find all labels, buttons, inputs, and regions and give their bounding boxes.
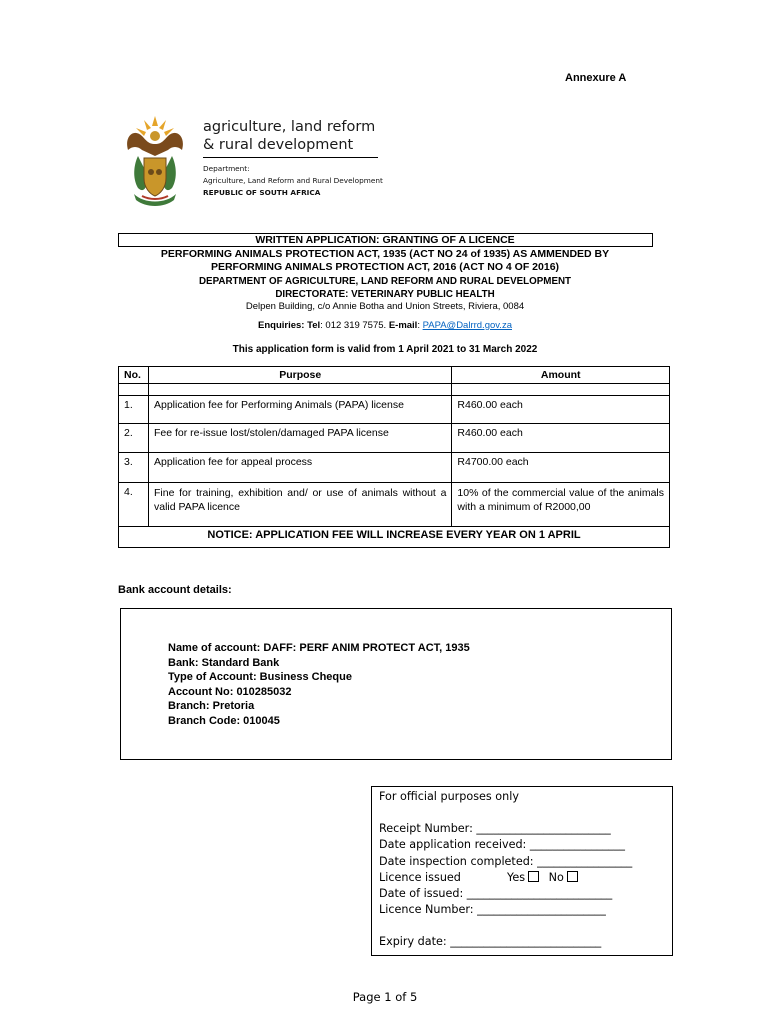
department-heading: DEPARTMENT OF AGRICULTURE, LAND REFORM AND RURAL DEVELOPMENT xyxy=(198,276,572,287)
header-amount: Amount xyxy=(452,367,670,384)
branch: Branch: Pretoria xyxy=(168,700,255,712)
enquiries-label: Enquiries: xyxy=(258,320,305,331)
logo-divider xyxy=(203,157,378,158)
page-number: Page 1 of 5 xyxy=(352,990,418,1004)
country-name: REPUBLIC OF SOUTH AFRICA xyxy=(203,188,321,197)
account-number: Account No: 010285032 xyxy=(168,685,292,698)
enquiries-line xyxy=(100,320,670,332)
account-name: Name of account: DAFF: PERF ANIM PROTECT ACT, 1935 xyxy=(168,642,470,654)
row-no: 2. xyxy=(119,424,149,453)
account-type: Type of Account: Business Cheque xyxy=(168,671,352,683)
bank-name: Bank: Standard Bank xyxy=(168,656,280,669)
table-header-row xyxy=(119,367,670,384)
row-amount: 10% of the commercial value of the animals with a minimum of R2000,00 xyxy=(452,483,670,527)
directorate-heading: DIRECTORATE: VETERINARY PUBLIC HEALTH xyxy=(275,289,495,300)
bird-head xyxy=(150,131,160,141)
department-name-line-1: agriculture, land reform xyxy=(203,119,376,135)
row-amount: R460.00 each xyxy=(452,424,670,453)
yes-checkbox[interactable] xyxy=(528,871,539,882)
table-spacer-row xyxy=(119,384,670,396)
coat-of-arms-logo xyxy=(120,112,190,212)
table-row xyxy=(119,396,670,424)
department-name xyxy=(203,118,375,154)
licence-issued-label: Licence issued xyxy=(379,870,461,884)
department-subtitle xyxy=(203,163,383,199)
act-line-2: PERFORMING ANIMALS PROTECTION ACT, 2016 (ACT NO 4 OF 2016) xyxy=(210,261,560,273)
table-row xyxy=(119,453,670,483)
official-use-title: For official purposes only xyxy=(379,790,519,803)
form-title: WRITTEN APPLICATION: GRANTING OF A LICENCE xyxy=(255,234,515,246)
row-purpose: Application fee for appeal process xyxy=(148,453,451,483)
bank-details-heading: Bank account details: xyxy=(118,584,232,596)
branch-code: Branch Code: 010045 xyxy=(168,714,280,727)
department-full-name: Agriculture, Land Reform and Rural Development xyxy=(203,176,383,185)
bank-details xyxy=(168,641,470,728)
licence-number-field[interactable]: Licence Number: _______________________ xyxy=(379,903,606,917)
date-received-field[interactable]: Date application received: _________________ xyxy=(379,838,625,852)
header-no: No. xyxy=(119,367,149,384)
notice-row xyxy=(119,527,670,548)
no-checkbox[interactable] xyxy=(567,871,578,882)
official-use-fields xyxy=(379,789,632,951)
address-line: Delpen Building, c/o Annie Botha and Union Streets, Riviera, 0084 xyxy=(245,301,525,312)
validity-note: This application form is valid from 1 April 2021 to 31 March 2022 xyxy=(232,344,538,355)
row-amount: R4700.00 each xyxy=(452,453,670,483)
header-purpose: Purpose xyxy=(148,367,451,384)
tel-number: : 012 319 7575. xyxy=(320,320,389,331)
row-amount: R460.00 each xyxy=(452,396,670,424)
department-name-line-2: & rural development xyxy=(203,137,354,153)
date-inspection-field[interactable]: Date inspection completed: _________________ xyxy=(379,854,633,868)
fee-table xyxy=(118,366,670,548)
yes-label: Yes xyxy=(507,870,526,884)
shield xyxy=(144,158,166,196)
licence-issued-row xyxy=(379,870,632,886)
row-purpose: Fine for training, exhibition and/ or use of animals without a valid PAPA licence xyxy=(148,483,451,527)
receipt-number-field[interactable]: Receipt Number: ________________________ xyxy=(379,822,611,836)
row-purpose: Fee for re-issue lost/stolen/damaged PAPA license xyxy=(148,424,451,453)
tel-label: Tel xyxy=(307,320,321,331)
act-line-1: PERFORMING ANIMALS PROTECTION ACT, 1935 (ACT NO 24 of 1935) AS AMMENDED BY xyxy=(160,248,610,260)
expiry-date-field[interactable]: Expiry date: ___________________________ xyxy=(379,935,602,949)
no-label: No xyxy=(548,870,564,884)
row-purpose: Application fee for Performing Animals (PAPA) license xyxy=(148,396,451,424)
department-label: Department: xyxy=(203,164,250,173)
table-row xyxy=(119,483,670,527)
email-label: E-mail xyxy=(388,320,418,331)
row-no: 1. xyxy=(119,396,149,424)
date-issued-field[interactable]: Date of issued: __________________________ xyxy=(379,887,613,901)
email-separator: : xyxy=(417,320,423,331)
row-no: 3. xyxy=(119,453,149,483)
table-row xyxy=(119,424,670,453)
row-no: 4. xyxy=(119,483,149,527)
annexure-label: Annexure A xyxy=(565,72,627,84)
fee-increase-notice: NOTICE: APPLICATION FEE WILL INCREASE EVERY YEAR ON 1 APRIL xyxy=(119,527,670,548)
email-link[interactable]: PAPA@Dalrrd.gov.za xyxy=(422,320,512,331)
